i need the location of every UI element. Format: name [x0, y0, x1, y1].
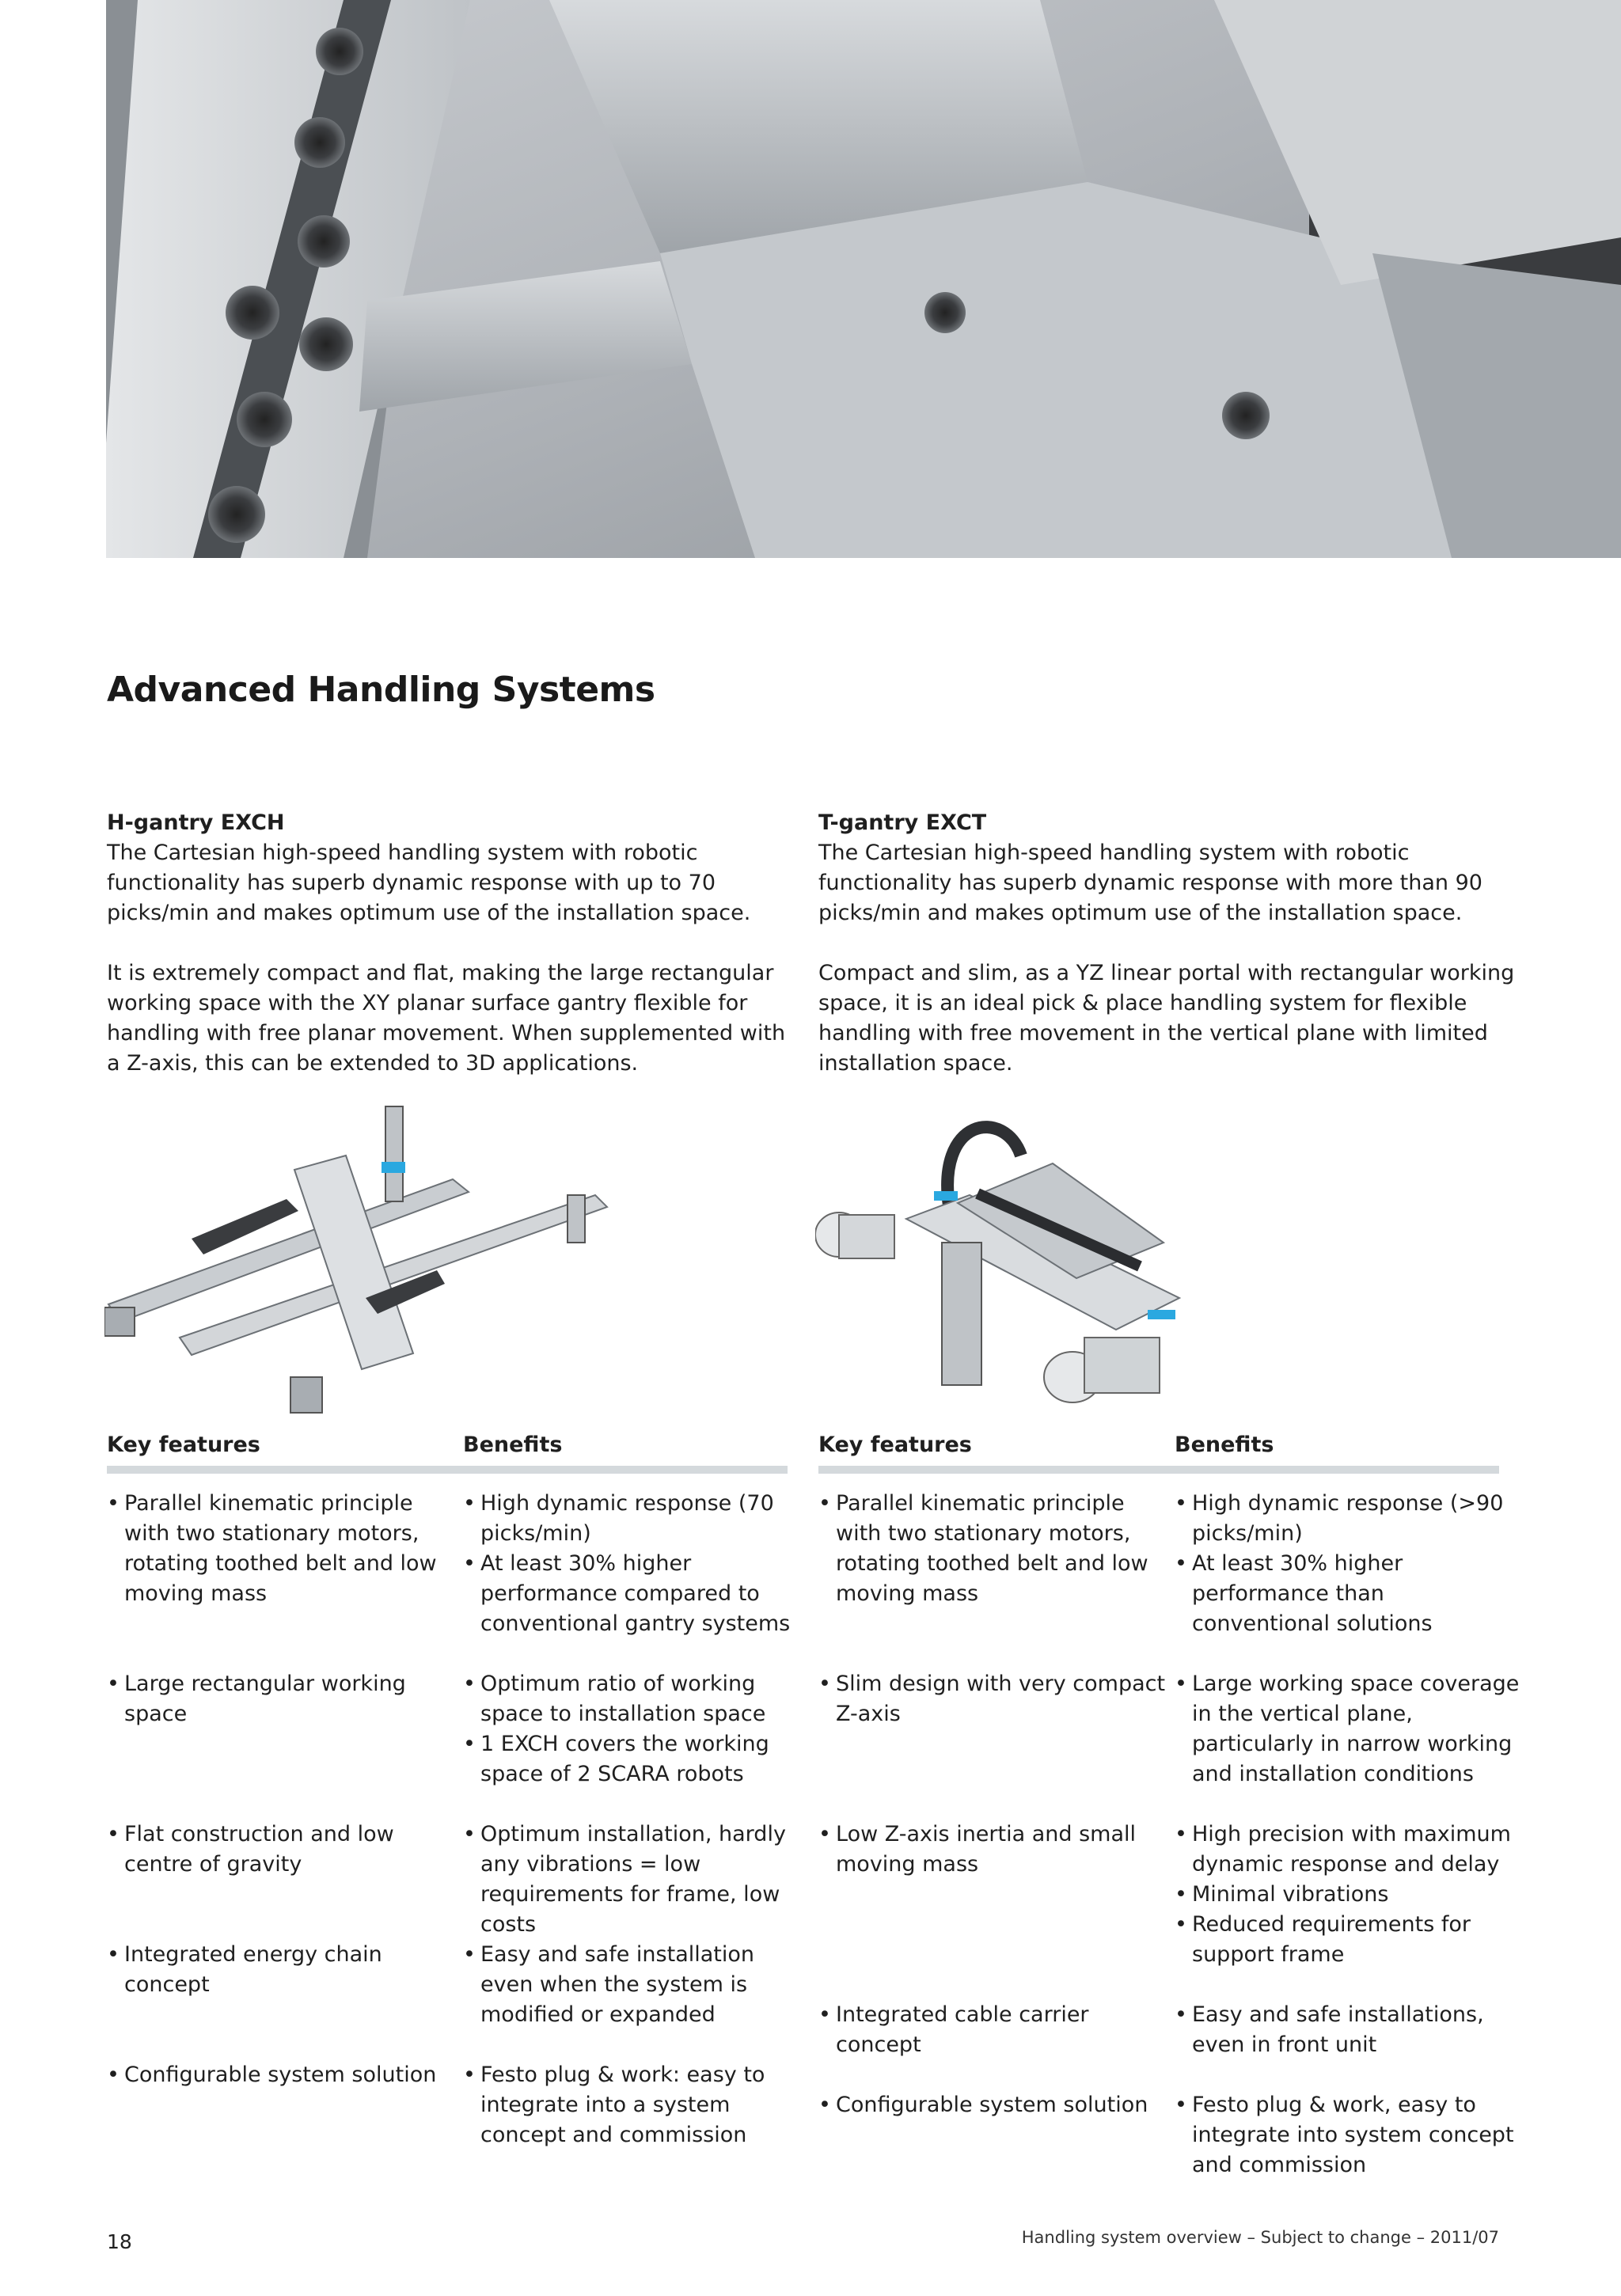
h-gantry-heading: H-gantry EXCH [107, 810, 285, 835]
table-cell [107, 1489, 455, 1609]
table-cell [818, 1489, 1167, 1609]
list-item: • Large rectangular working space [107, 1669, 455, 1729]
table-cell [107, 1940, 455, 2000]
list-item: • Easy and safe installation even when the system is modified or expanded [463, 1940, 811, 2030]
table-cell [107, 1669, 455, 1729]
t-gantry-detail: Compact and slim, as a YZ linear portal with rectangular working space, it is an ideal pick & place handling system for flexible handling with free movement in the vertical plane with limited installation space. [818, 961, 1515, 1076]
t-gantry-table-rule [818, 1466, 1499, 1474]
list-item: • Flat construction and low centre of gravity [107, 1820, 455, 1880]
list-item: • Large working space coverage in the vertical plane, particularly in narrow working and installation conditions [1175, 1669, 1523, 1789]
table-cell [1175, 1489, 1523, 1639]
hero-photo [106, 0, 1621, 558]
table-cell [818, 1820, 1167, 1880]
list-item: • High dynamic response (>90 picks/min) [1175, 1489, 1523, 1549]
h-gantry-detail: It is extremely compact and flat, making the large rectangular working space with the XY planar surface gantry flexible for handling with free planar movement. When supplemented with a Z-axis, this can be extended to 3D applications. [107, 961, 786, 1076]
t-gantry-image [815, 1100, 1195, 1417]
t-gantry-description [818, 808, 1515, 1109]
h-gantry-intro: The Cartesian high-speed handling system with robotic functionality has superb dynamic response with up to 70 picks/min and makes optimum use of the installation space. [107, 841, 751, 925]
list-item: • High dynamic response (70 picks/min) [463, 1489, 811, 1549]
list-item: • Integrated energy chain concept [107, 1940, 455, 2000]
h-gantry-photo-icon [104, 1100, 611, 1433]
table-cell [463, 1820, 811, 1940]
t-gantry-benefits-header: Benefits [1175, 1433, 1274, 1457]
table-cell [818, 1669, 1167, 1729]
list-item: • Configurable system solution [818, 2090, 1167, 2120]
t-gantry-photo-icon [815, 1100, 1195, 1417]
h-gantry-table-rule [107, 1466, 788, 1474]
table-cell [818, 2090, 1167, 2120]
table-cell [463, 1669, 811, 1789]
h-gantry-benefits-header: Benefits [463, 1433, 563, 1457]
list-item: • Slim design with very compact Z-axis [818, 1669, 1167, 1729]
table-cell [1175, 1820, 1523, 1970]
page-title: Advanced Handling Systems [107, 670, 655, 710]
t-gantry-intro: The Cartesian high-speed handling system with robotic functionality has superb dynamic response with more than 90 picks/min and makes optimum use of the installation space. [818, 841, 1482, 925]
table-cell [1175, 2000, 1523, 2060]
page-number: 18 [107, 2230, 132, 2253]
list-item: • 1 EXCH covers the working space of 2 SCARA robots [463, 1729, 811, 1789]
list-item: • At least 30% higher performance compared to conventional gantry systems [463, 1549, 811, 1639]
list-item: • Festo plug & work: easy to integrate into a system concept and commission [463, 2060, 811, 2150]
list-item: • Optimum ratio of working space to installation space [463, 1669, 811, 1729]
list-item: • Low Z-axis inertia and small moving mass [818, 1820, 1167, 1880]
list-item: • Integrated cable carrier concept [818, 2000, 1167, 2060]
list-item: • Reduced requirements for support frame [1175, 1910, 1523, 1970]
list-item: • Parallel kinematic principle with two stationary motors, rotating toothed belt and low moving mass [107, 1489, 455, 1609]
h-gantry-features-header: Key features [107, 1433, 260, 1457]
table-cell [107, 1820, 455, 1880]
h-gantry-image [104, 1100, 611, 1433]
table-cell [463, 2060, 811, 2150]
list-item: • Parallel kinematic principle with two stationary motors, rotating toothed belt and low moving mass [818, 1489, 1167, 1609]
footer-note: Handling system overview – Subject to change – 2011/07 [1021, 2228, 1499, 2247]
table-cell [1175, 2090, 1523, 2180]
table-cell [1175, 1669, 1523, 1789]
t-gantry-heading: T-gantry EXCT [818, 810, 987, 835]
list-item: • High precision with maximum dynamic response and delay [1175, 1820, 1523, 1880]
list-item: • Festo plug & work, easy to integrate into system concept and commission [1175, 2090, 1523, 2180]
list-item: • Optimum installation, hardly any vibrations = low requirements for frame, low costs [463, 1820, 811, 1940]
list-item: • Minimal vibrations [1175, 1880, 1523, 1910]
h-gantry-description [107, 808, 803, 1109]
list-item: • Easy and safe installations, even in front unit [1175, 2000, 1523, 2060]
table-cell [463, 1940, 811, 2030]
table-cell [107, 2060, 455, 2090]
table-cell [463, 1489, 811, 1639]
list-item: • At least 30% higher performance than conventional solutions [1175, 1549, 1523, 1639]
t-gantry-features-header: Key features [818, 1433, 972, 1457]
machine-closeup-photo-icon [106, 0, 1621, 558]
list-item: • Configurable system solution [107, 2060, 455, 2090]
table-cell [818, 2000, 1167, 2060]
